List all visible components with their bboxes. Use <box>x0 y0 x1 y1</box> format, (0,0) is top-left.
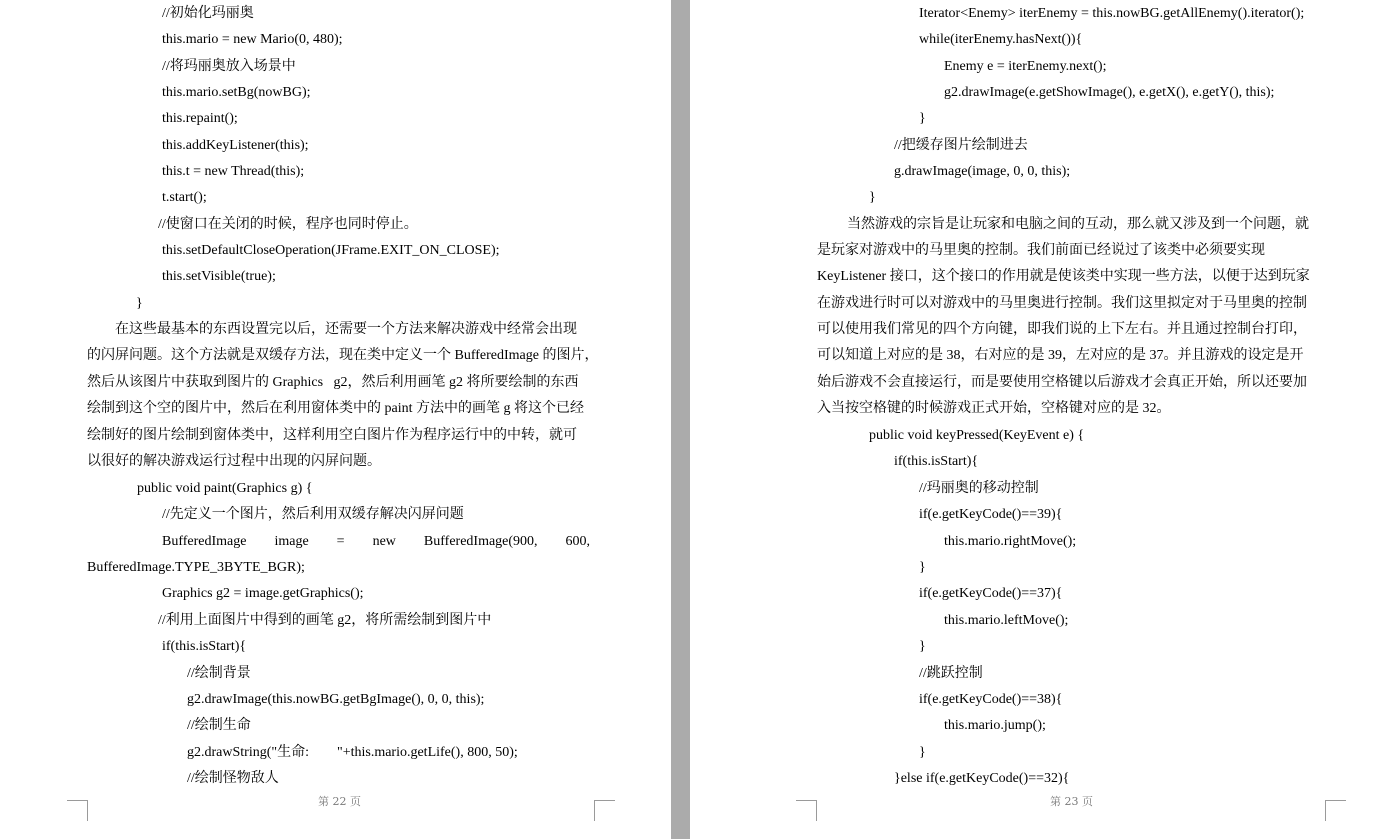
text-line: 是玩家对游戏中的马里奥的控制。我们前面已经说过了该类中必须要实现 <box>817 243 1265 258</box>
text-line: g2.drawImage(this.nowBG.getBgImage(), 0, 0, this); <box>187 692 485 707</box>
text-line: //把缓存图片绘制进去 <box>894 138 1028 153</box>
text-line: 入当按空格键的时候游戏正式开始，空格键对应的是 32。 <box>817 401 1171 416</box>
text-line: } <box>136 296 143 311</box>
text-line: if(this.isStart){ <box>162 639 247 654</box>
text-line: 在游戏进行时可以对游戏中的马里奥进行控制。我们这里拟定对于马里奥的控制 <box>817 296 1307 311</box>
text-line: this.repaint(); <box>162 111 238 126</box>
text-line: Iterator<Enemy> iterEnemy = this.nowBG.getAllEnemy().iterator(); <box>919 6 1305 21</box>
text-line: public void paint(Graphics g) { <box>137 481 313 496</box>
document-page-22 <box>0 0 671 839</box>
text-line: if(e.getKeyCode()==37){ <box>919 586 1063 601</box>
text-line: 可以知道上对应的是 38，右对应的是 39，左对应的是 37。并且游戏的设定是开 <box>817 348 1304 363</box>
text-line: Graphics g2 = image.getGraphics(); <box>162 586 364 601</box>
document-page-23 <box>690 0 1385 839</box>
page-number: 第 23 页 <box>1050 795 1093 808</box>
text-line: g2.drawImage(e.getShowImage(), e.getX(), e.getY(), this); <box>944 85 1275 100</box>
text-line: while(iterEnemy.hasNext()){ <box>919 32 1083 47</box>
text-line: //绘制怪物敌人 <box>187 771 279 786</box>
text-line: 的闪屏问题。这个方法就是双缓存方法，现在类中定义一个 BufferedImage 的图片， <box>87 348 599 363</box>
text-line: } <box>869 190 876 205</box>
text-line: 绘制好的图片绘制到窗体类中，这样利用空白图片作为程序运行中的中转，就可 <box>87 428 577 443</box>
text-line: 以很好的解决游戏运行过程中出现的闪屏问题。 <box>87 454 381 469</box>
text-line: t.start(); <box>162 190 207 205</box>
text-line: //玛丽奥的移动控制 <box>919 481 1039 496</box>
text-line: //初始化玛丽奥 <box>162 6 254 21</box>
text-line: if(this.isStart){ <box>894 454 979 469</box>
text-line: 当然游戏的宗旨是让玩家和电脑之间的互动，那么就又涉及到一个问题，就 <box>847 217 1309 232</box>
text-line: this.t = new Thread(this); <box>162 164 305 179</box>
text-line: }else if(e.getKeyCode()==32){ <box>894 771 1070 786</box>
text-line: //将玛丽奥放入场景中 <box>162 59 296 74</box>
text-line: KeyListener 接口，这个接口的作用就是使该类中实现一些方法，以便于达到玩家 <box>817 269 1310 284</box>
text-line: if(e.getKeyCode()==38){ <box>919 692 1063 707</box>
text-line: g2.drawString("生命: "+this.mario.getLife(), 800, 50); <box>187 745 518 760</box>
text-line: 绘制到这个空的图片中，然后在利用窗体类中的 paint 方法中的画笔 g 将这个已经 <box>87 401 584 416</box>
text-line: 始后游戏不会直接运行，而是要使用空格键以后游戏才会真正开始，所以还要加 <box>817 375 1307 390</box>
text-line: this.mario.jump(); <box>944 718 1046 733</box>
text-line: } <box>919 639 926 654</box>
text-line: //绘制背景 <box>187 666 251 681</box>
text-line: 然后从该图片中获取到图片的 Graphics g2，然后利用画笔 g2 将所要绘制的东西 <box>87 375 579 390</box>
page-corner-mark <box>796 800 817 821</box>
text-line: this.mario.rightMove(); <box>944 534 1077 549</box>
text-line: //先定义一个图片，然后利用双缓存解决闪屏问题 <box>162 507 464 522</box>
text-line: } <box>919 560 926 575</box>
text-line: 在这些最基本的东西设置完以后，还需要一个方法来解决游戏中经常会出现 <box>115 322 577 337</box>
page-number: 第 22 页 <box>318 795 361 808</box>
page-corner-mark <box>594 800 615 821</box>
text-line: if(e.getKeyCode()==39){ <box>919 507 1063 522</box>
text-line: //利用上面图片中得到的画笔 g2，将所需绘制到图片中 <box>158 613 492 628</box>
text-line: this.addKeyListener(this); <box>162 138 309 153</box>
text-line: this.setVisible(true); <box>162 269 276 284</box>
text-line: //使窗口在关闭的时候，程序也同时停止。 <box>158 217 418 232</box>
text-line: this.mario.setBg(nowBG); <box>162 85 311 100</box>
text-line: //绘制生命 <box>187 718 251 733</box>
page-corner-mark <box>67 800 88 821</box>
text-line: g.drawImage(image, 0, 0, this); <box>894 164 1071 179</box>
text-line: Enemy e = iterEnemy.next(); <box>944 59 1107 74</box>
text-line: } <box>919 745 926 760</box>
text-line: } <box>919 111 926 126</box>
text-line: this.setDefaultCloseOperation(JFrame.EXIT_ON_CLOSE); <box>162 243 500 258</box>
text-line: //跳跃控制 <box>919 666 983 681</box>
text-line: BufferedImage.TYPE_3BYTE_BGR); <box>87 560 305 575</box>
text-line: BufferedImage image = new BufferedImage(900, 600, <box>162 534 591 549</box>
text-line: this.mario.leftMove(); <box>944 613 1069 628</box>
text-line: this.mario = new Mario(0, 480); <box>162 32 343 47</box>
text-line: public void keyPressed(KeyEvent e) { <box>869 428 1085 443</box>
page-corner-mark <box>1325 800 1346 821</box>
text-line: 可以使用我们常见的四个方向键，即我们说的上下左右。并且通过控制台打印， <box>817 322 1307 337</box>
